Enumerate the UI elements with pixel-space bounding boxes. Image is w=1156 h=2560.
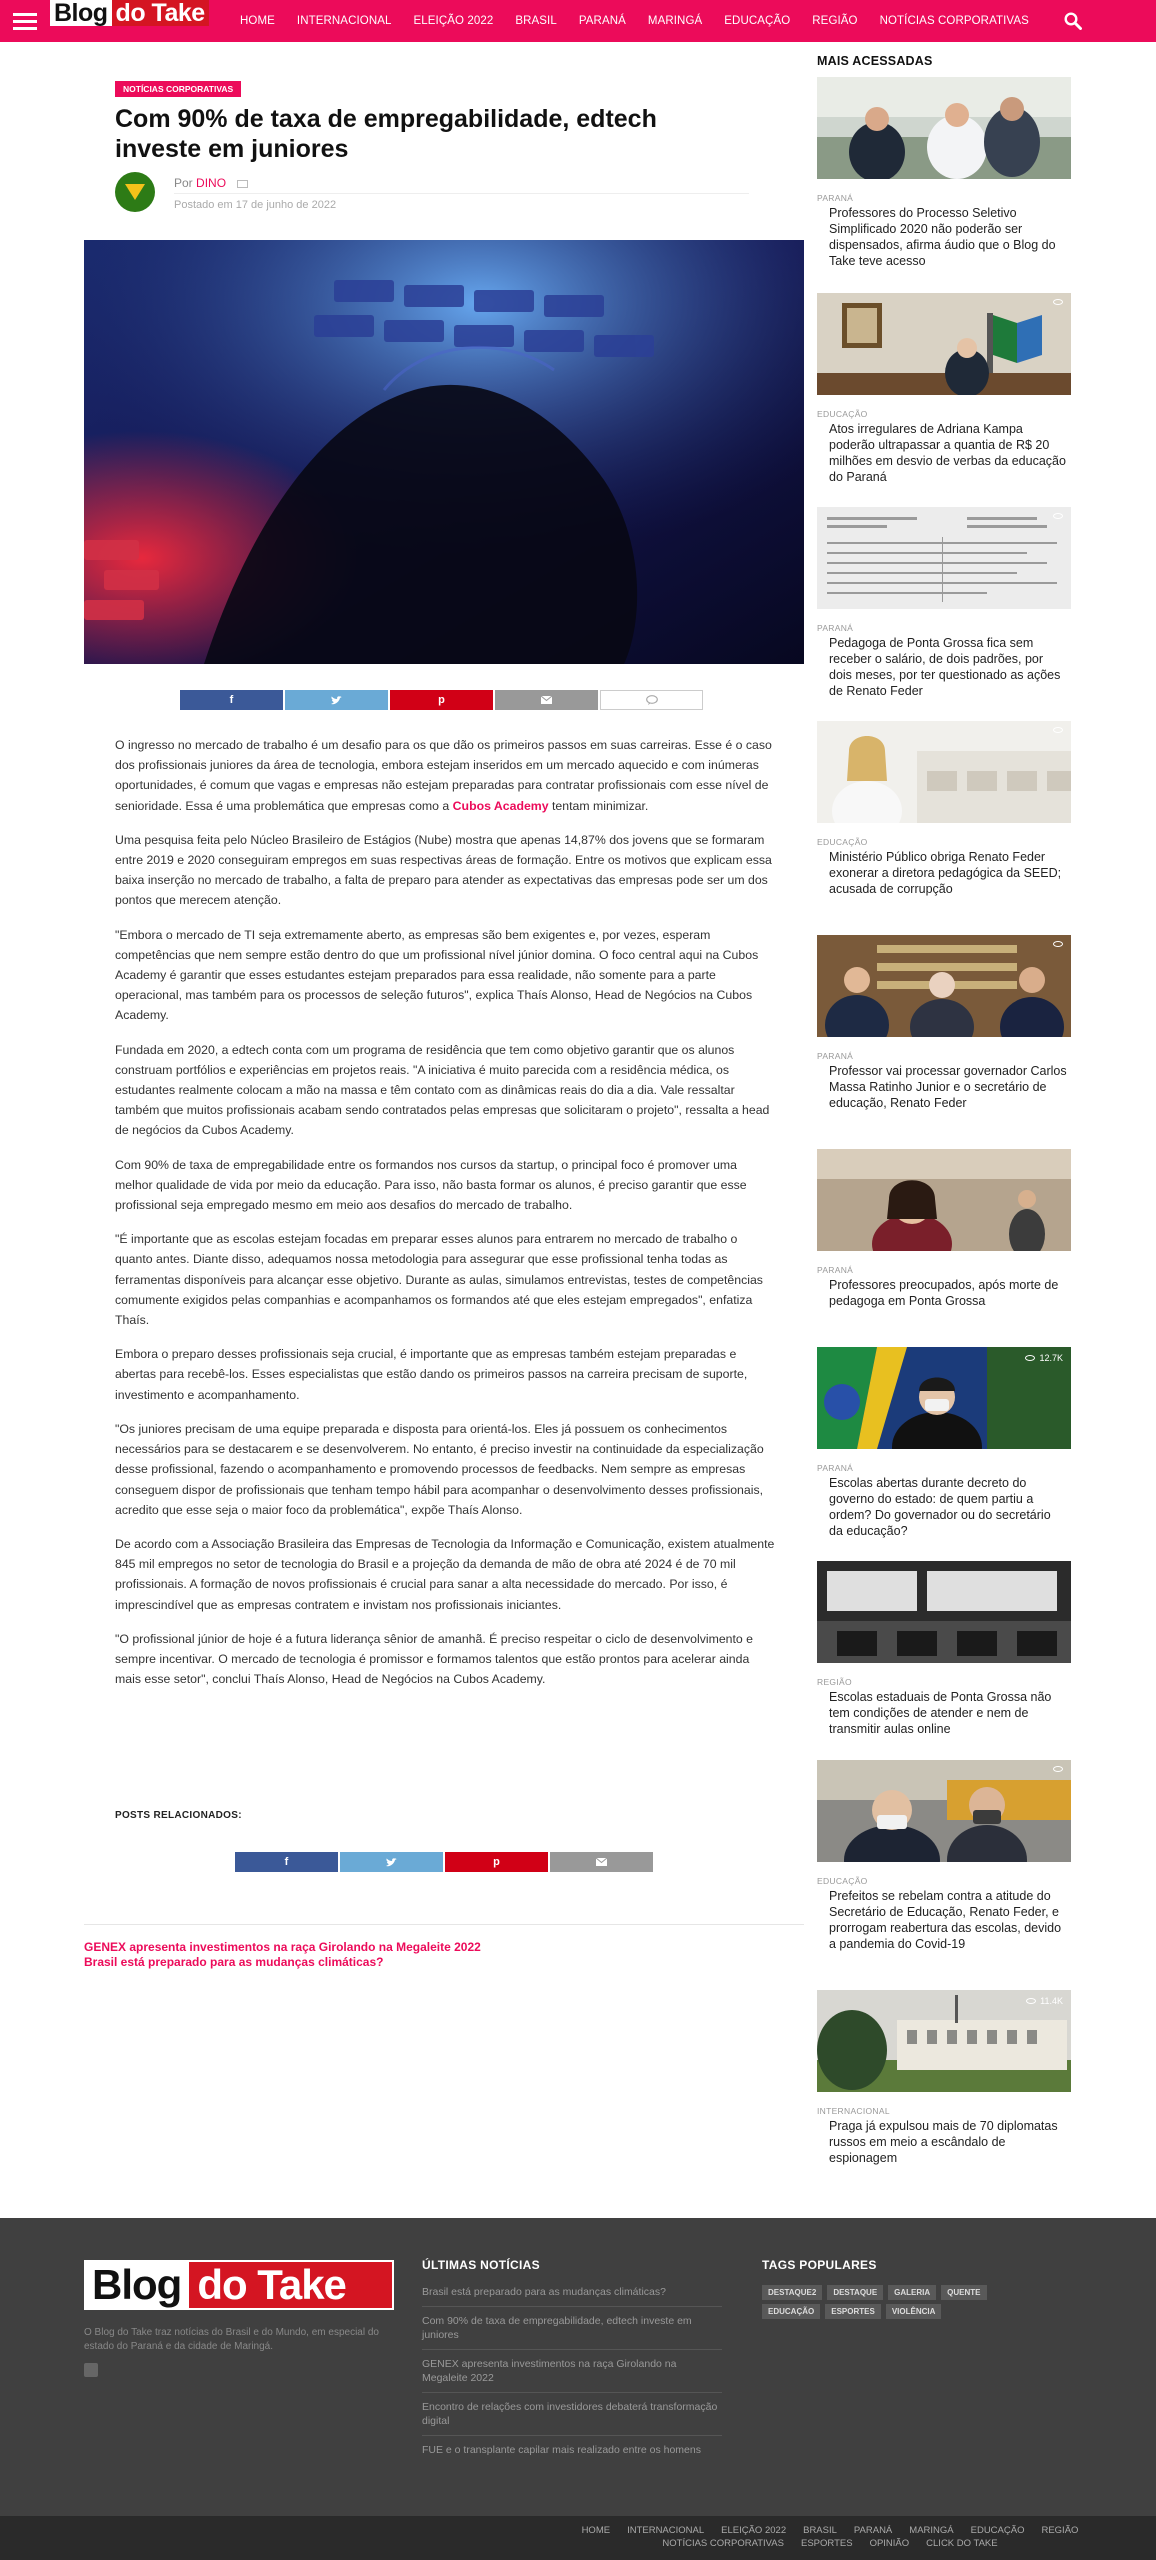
tag-item[interactable]: EDUCAÇÃO xyxy=(762,2304,820,2319)
nav-item-maringa[interactable]: MARINGÁ xyxy=(647,15,703,27)
view-count xyxy=(1053,299,1063,305)
footer-menu-item[interactable]: NOTÍCIAS CORPORATIVAS xyxy=(662,2538,784,2549)
facebook-icon: f xyxy=(284,1856,289,1868)
post-title[interactable]: Prefeitos se rebelam contra a atitude do Secretário de Educação, Renato Feder, e prorrogam reabertura das escolas, devido a pandemia do Covid-19 xyxy=(829,1889,1062,1951)
article-hero-image xyxy=(84,240,804,664)
article-paragraph: De acordo com a Associação Brasileira das Empresas de Tecnologia da Informação e Comunicação, existem atualmente 845 mil empregos no setor de tecnologia do Brasil e a projeção da demanda de mão de obra até 2024 é de 70 mil profissionais. A formação de novos profissionais é crucial para sanar a alta necessidade do mercado. Por isso, é imprescindível que as empresas contratem e invistam nos profissionais iniciantes. xyxy=(115,1536,775,1612)
post-category[interactable]: EDUCAÇÃO xyxy=(817,1876,868,1886)
footer-menu xyxy=(560,2525,1100,2549)
author-avatar xyxy=(115,172,155,212)
sidebar-post[interactable] xyxy=(817,1561,1071,1737)
latest-news-item[interactable]: Brasil está preparado para as mudanças climáticas? xyxy=(422,2285,722,2307)
eye-icon xyxy=(1053,941,1063,947)
author-line xyxy=(174,176,248,190)
footer-menu-item[interactable]: REGIÃO xyxy=(1041,2525,1079,2536)
twitter-icon xyxy=(331,696,342,705)
post-category[interactable]: PARANÁ xyxy=(817,1265,854,1275)
post-title[interactable]: Atos irregulares de Adriana Kampa poderão ultrapassar a quantia de R$ 20 milhões em desvio de verbas da educação do Paraná xyxy=(829,422,1066,484)
share-twitter-button[interactable] xyxy=(285,690,388,710)
footer-menu-item[interactable]: PARANÁ xyxy=(853,2525,893,2536)
popular-tags xyxy=(762,2285,1022,2319)
post-thumbnail[interactable] xyxy=(817,1990,1071,2092)
share-pinterest-button[interactable] xyxy=(390,690,493,710)
email-icon xyxy=(596,1858,607,1866)
post-thumbnail[interactable] xyxy=(817,1760,1071,1862)
eye-icon xyxy=(1026,1998,1036,2004)
footer-menu-item[interactable]: MARINGÁ xyxy=(909,2525,954,2536)
footer-logo-part-dotake: do Take xyxy=(189,2262,392,2308)
facebook-icon: f xyxy=(229,694,234,706)
nav-item-educacao[interactable]: EDUCAÇÃO xyxy=(724,15,791,27)
site-logo[interactable] xyxy=(50,0,209,26)
share-email-button[interactable] xyxy=(495,690,598,710)
rss-icon[interactable] xyxy=(84,2363,98,2377)
view-count xyxy=(1026,1996,1063,2006)
tag-item[interactable]: DESTAQUE2 xyxy=(762,2285,822,2300)
post-thumbnail[interactable] xyxy=(817,1347,1071,1449)
view-count xyxy=(1053,513,1063,519)
comment-icon xyxy=(646,695,658,705)
post-thumbnail[interactable] xyxy=(817,507,1071,609)
post-thumbnail[interactable] xyxy=(817,1561,1071,1663)
pinterest-icon: p xyxy=(493,1856,500,1868)
post-title[interactable]: Escolas abertas durante decreto do governo do estado: de quem partiu a ordem? Do governador ou do secretário da educação? xyxy=(829,1476,1051,1538)
sidebar-post[interactable] xyxy=(817,1990,1071,2166)
footer-menu-item[interactable]: ESPORTES xyxy=(800,2538,853,2549)
search-icon[interactable] xyxy=(1064,12,1082,30)
author-email-icon[interactable] xyxy=(237,180,248,188)
share-facebook-button[interactable] xyxy=(180,690,283,710)
nav-item-home[interactable]: HOME xyxy=(240,15,275,27)
footer-menu-item[interactable]: OPINIÃO xyxy=(869,2538,910,2549)
article-paragraph: Embora o preparo desses profissionais seja crucial, é importante que as empresas também estejam preparadas e abertas para recebê-los. Esses especialistas que estão dando os primeiros passos na carreira precisam de suporte, investimento e acompanhamento. xyxy=(115,1347,748,1402)
share-bar-top xyxy=(180,690,703,710)
view-count xyxy=(1053,1766,1063,1772)
nav-item-parana[interactable]: PARANÁ xyxy=(578,15,626,27)
post-category[interactable]: PARANÁ xyxy=(817,1463,854,1473)
twitter-icon xyxy=(386,1858,397,1867)
share-twitter-button[interactable] xyxy=(340,1852,443,1872)
sidebar-post[interactable] xyxy=(817,293,1071,485)
article-paragraph: "É importante que as escolas estejam focadas em preparar esses alunos para entrarem no mercado de trabalho o quanto antes. Diante disso, adequamos nossa metodologia para assegurar que esse profissional tenha todas as ferramentas disponíveis para alcançar esse objetivo. Durante as aulas, simulamos entrevistas, testes de competências comumente exigidos pelas companhias e acompanhamos os formandos até que eles estejam empregados", enfatiza Thaís. xyxy=(115,1232,763,1328)
tag-item[interactable]: GALERIA xyxy=(888,2285,936,2300)
eye-icon xyxy=(1053,727,1063,733)
email-icon xyxy=(541,696,552,704)
post-title[interactable]: Escolas estaduais de Ponta Grossa não tem condições de atender e nem de transmitir aulas online xyxy=(829,1690,1052,1736)
article-paragraph xyxy=(115,735,775,816)
view-count-value: 12.7K xyxy=(1039,1353,1063,1363)
post-category[interactable]: INTERNACIONAL xyxy=(817,2106,890,2116)
post-title[interactable]: Ministério Público obriga Renato Feder exonerar a diretora pedagógica da SEED; acusada de corrupção xyxy=(829,850,1062,896)
post-thumbnail[interactable] xyxy=(817,935,1071,1037)
view-count xyxy=(1053,941,1063,947)
sidebar-post[interactable] xyxy=(817,1149,1071,1309)
tag-item[interactable]: VIOLÊNCIA xyxy=(886,2304,942,2319)
latest-news-item[interactable]: Com 90% de taxa de empregabilidade, edtech investe em juniores xyxy=(422,2314,722,2350)
sidebar-title: MAIS ACESSADAS xyxy=(817,54,933,68)
share-email-button[interactable] xyxy=(550,1852,653,1872)
nav-item-internacional[interactable]: INTERNACIONAL xyxy=(296,15,392,27)
sidebar-post[interactable] xyxy=(817,77,1071,269)
sidebar-post[interactable] xyxy=(817,935,1071,1111)
paragraph-text: tentam minimizar. xyxy=(552,798,649,813)
hamburger-menu-icon[interactable] xyxy=(13,13,37,30)
logo-part-dotake: do Take xyxy=(112,0,209,26)
eye-icon xyxy=(1053,513,1063,519)
meta-divider xyxy=(174,193,749,194)
post-title[interactable]: Professores preocupados, após morte de pedagoga em Ponta Grossa xyxy=(829,1278,1059,1308)
sidebar-post[interactable] xyxy=(817,507,1071,699)
nav-item-regiao[interactable]: REGIÃO xyxy=(812,15,858,27)
article-paragraph: "Embora o mercado de TI seja extremamente aberto, as empresas são bem exigentes e, por vezes, esperam competências que nem sempre estão dentro do que um profissional nível júnior domina. O foco central aqui na Cubos Academy é garantir que esses estudantes estejam preparados para essa realidade, não somente para a parte operacional, mas também para os processos de seleção futuros", explica Thaís Alonso, Head de Negócios na Cubos Academy. xyxy=(115,927,759,1023)
footer-menu-item[interactable]: HOME xyxy=(581,2525,611,2536)
post-date: Postado em 17 de junho de 2022 xyxy=(174,199,337,211)
author-prefix: Por xyxy=(174,176,193,190)
post-thumbnail[interactable] xyxy=(817,293,1071,395)
nav-item-eleicao[interactable]: ELEIÇÃO 2022 xyxy=(413,15,494,27)
sidebar-post[interactable] xyxy=(817,1347,1071,1539)
paragraph-text: O ingresso no mercado de trabalho é um desafio para os que dão os primeiros passos em suas carreiras. Esse é o caso dos profissionais juniores da área de tecnologia, embora estejam inseridos em um mercado aquecido e com inúmeras oportunidades, é comum que vagas e empresas não estejam preparadas para contratar profissionais com esse nível de senioridade. Essa é uma problemática que empresas como a xyxy=(115,738,772,813)
article-paragraph: "Os juniores precisam de uma equipe preparada e disposta para orientá-los. Eles já possuem os conhecimentos necessários para se destacarem e se desenvolverem. No entanto, é preciso investir na continuidade da especialização desse profissional, fazendo o acompanhamento e promovendo processos de feedbacks. Nem sempre as empresas conseguem dispor de profissionais que tenham tempo hábil para acompanhar o desenvolvimento desses profissionais, acredito que esse seja o maior foco da problemática", expõe Thaís Alonso. xyxy=(115,1421,764,1517)
logo-part-blog: Blog xyxy=(50,0,112,26)
footer-description: O Blog do Take traz notícias do Brasil e do Mundo, em especial do estado do Paraná e da cidade de Maringá. xyxy=(84,2327,379,2352)
post-title[interactable]: Professores do Processo Seletivo Simplificado 2020 não poderão ser dispensados, afirma áudio que o Blog do Take teve acesso xyxy=(829,206,1056,268)
post-title[interactable]: Professor vai processar governador Carlos Massa Ratinho Junior e o secretário de educação, Renato Feder xyxy=(829,1064,1067,1110)
post-thumbnail[interactable] xyxy=(817,1149,1071,1251)
prev-next-divider xyxy=(84,1924,804,1925)
view-count xyxy=(1053,727,1063,733)
popular-tags-title: TAGS POPULARES xyxy=(762,2258,877,2272)
view-count-value: 11.4K xyxy=(1040,1996,1063,2006)
footer-logo[interactable] xyxy=(84,2260,394,2310)
article-paragraph: "O profissional júnior de hoje é a futura liderança sênior de amanhã. É preciso respeitar o ciclo de desenvolvimento e sempre incentivar. O mercado de tecnologia é promissor e formamos talentos que estão prontos para acelerar ainda mais esse setor", conclui Thaís Alonso, Head de Negócios na Cubos Academy. xyxy=(115,1631,754,1687)
tag-item[interactable]: DESTAQUE xyxy=(827,2285,883,2300)
post-thumbnail[interactable] xyxy=(817,721,1071,823)
footer-menu-item[interactable]: ELEIÇÃO 2022 xyxy=(721,2525,787,2536)
post-thumbnail[interactable] xyxy=(817,77,1071,179)
post-category[interactable]: REGIÃO xyxy=(817,1677,852,1687)
article-paragraph: Com 90% de taxa de empregabilidade entre os formandos nos cursos da startup, o principal foco é promover uma melhor qualidade de vida por meio da educação. Para isso, não basta formar os alunos, é preciso garantir que esse profissional seja empregado mesmo em meio aos desafios do mercado de trabalho. xyxy=(115,1157,747,1213)
eye-icon xyxy=(1053,1766,1063,1772)
eye-icon xyxy=(1025,1355,1035,1361)
comments-button[interactable] xyxy=(600,690,703,710)
post-category[interactable]: EDUCAÇÃO xyxy=(817,837,868,847)
footer-menu-item[interactable]: EDUCAÇÃO xyxy=(970,2525,1025,2536)
pinterest-icon: p xyxy=(438,694,445,706)
author-link[interactable]: DINO xyxy=(196,176,227,190)
previous-post-link[interactable]: GENEX apresenta investimentos na raça Girolando na Megaleite 2022 xyxy=(84,1940,481,1954)
top-nav-bar xyxy=(0,0,1156,42)
footer-menu-item[interactable]: CLICK DO TAKE xyxy=(926,2538,998,2549)
footer-logo-part-blog: Blog xyxy=(86,2262,189,2308)
sidebar-post[interactable] xyxy=(817,1760,1071,1952)
share-bar-bottom xyxy=(235,1852,653,1872)
post-category[interactable]: PARANÁ xyxy=(817,1051,854,1061)
category-badge[interactable]: NOTÍCIAS CORPORATIVAS xyxy=(115,81,241,97)
article-title: Com 90% de taxa de empregabilidade, edtech investe em juniores xyxy=(115,105,657,163)
latest-news-item[interactable]: FUE e o transplante capilar mais realizado entre os homens xyxy=(422,2444,701,2456)
post-category[interactable]: PARANÁ xyxy=(817,193,854,203)
post-category[interactable]: EDUCAÇÃO xyxy=(817,409,868,419)
related-posts-label: POSTS RELACIONADOS: xyxy=(115,1810,242,1821)
tag-item[interactable]: ESPORTES xyxy=(825,2304,881,2319)
post-title[interactable]: Pedagoga de Ponta Grossa fica sem receber o salário, de dois padrões, por dois meses, por ter questionado as ações de Renato Feder xyxy=(829,636,1061,698)
sidebar-post[interactable] xyxy=(817,721,1071,897)
main-menu xyxy=(240,0,1051,42)
eye-icon xyxy=(1053,299,1063,305)
article-body xyxy=(115,735,775,1703)
latest-news-list xyxy=(422,2285,722,2471)
latest-news-title: ÚLTIMAS NOTÍCIAS xyxy=(422,2258,540,2272)
footer-menu-item[interactable]: BRASIL xyxy=(803,2525,837,2536)
post-title[interactable]: Praga já expulsou mais de 70 diplomatas russos em meio a escândalo de espionagem xyxy=(829,2119,1058,2165)
tag-item[interactable]: QUENTE xyxy=(941,2285,986,2300)
cubos-academy-link[interactable]: Cubos Academy xyxy=(452,798,549,813)
post-category[interactable]: PARANÁ xyxy=(817,623,854,633)
share-facebook-button[interactable] xyxy=(235,1852,338,1872)
nav-item-brasil[interactable]: BRASIL xyxy=(515,15,557,27)
article-paragraph: Uma pesquisa feita pelo Núcleo Brasileiro de Estágios (Nube) mostra que apenas 14,87% dos jovens que se formaram entre 2019 e 2020 conseguiram empregos em suas respectivas áreas de formação. Entre os motivos que explicam essa baixa inserção no mercado de trabalho, a falta de preparo para atender as expectativas das empresas pode ser um dos pontos que merecem atenção. xyxy=(115,832,772,908)
latest-news-item[interactable]: Encontro de relações com investidores debaterá transformação digital xyxy=(422,2400,722,2436)
footer-menu-item[interactable]: INTERNACIONAL xyxy=(627,2525,705,2536)
article-paragraph: Fundada em 2020, a edtech conta com um programa de residência que tem como objetivo garantir que os alunos construam portfólios e experiências em projetos reais. "A iniciativa é muito parecida com a residência médica, os estudantes realmente colocam a mão na massa e têm contato com as dinâmicas reais do dia a dia. Vale ressaltar também que muitos profissionais acabam sendo contratados pelas empresas que solicitaram o projeto", ressalta a head de negócios da Cubos Academy. xyxy=(115,1042,770,1138)
latest-news-item[interactable]: GENEX apresenta investimentos na raça Girolando na Megaleite 2022 xyxy=(422,2357,722,2393)
view-count xyxy=(1025,1353,1063,1363)
share-pinterest-button[interactable] xyxy=(445,1852,548,1872)
next-post-link[interactable]: Brasil está preparado para as mudanças climáticas? xyxy=(84,1955,384,1969)
nav-item-noticias-corporativas[interactable]: NOTÍCIAS CORPORATIVAS xyxy=(879,15,1029,27)
